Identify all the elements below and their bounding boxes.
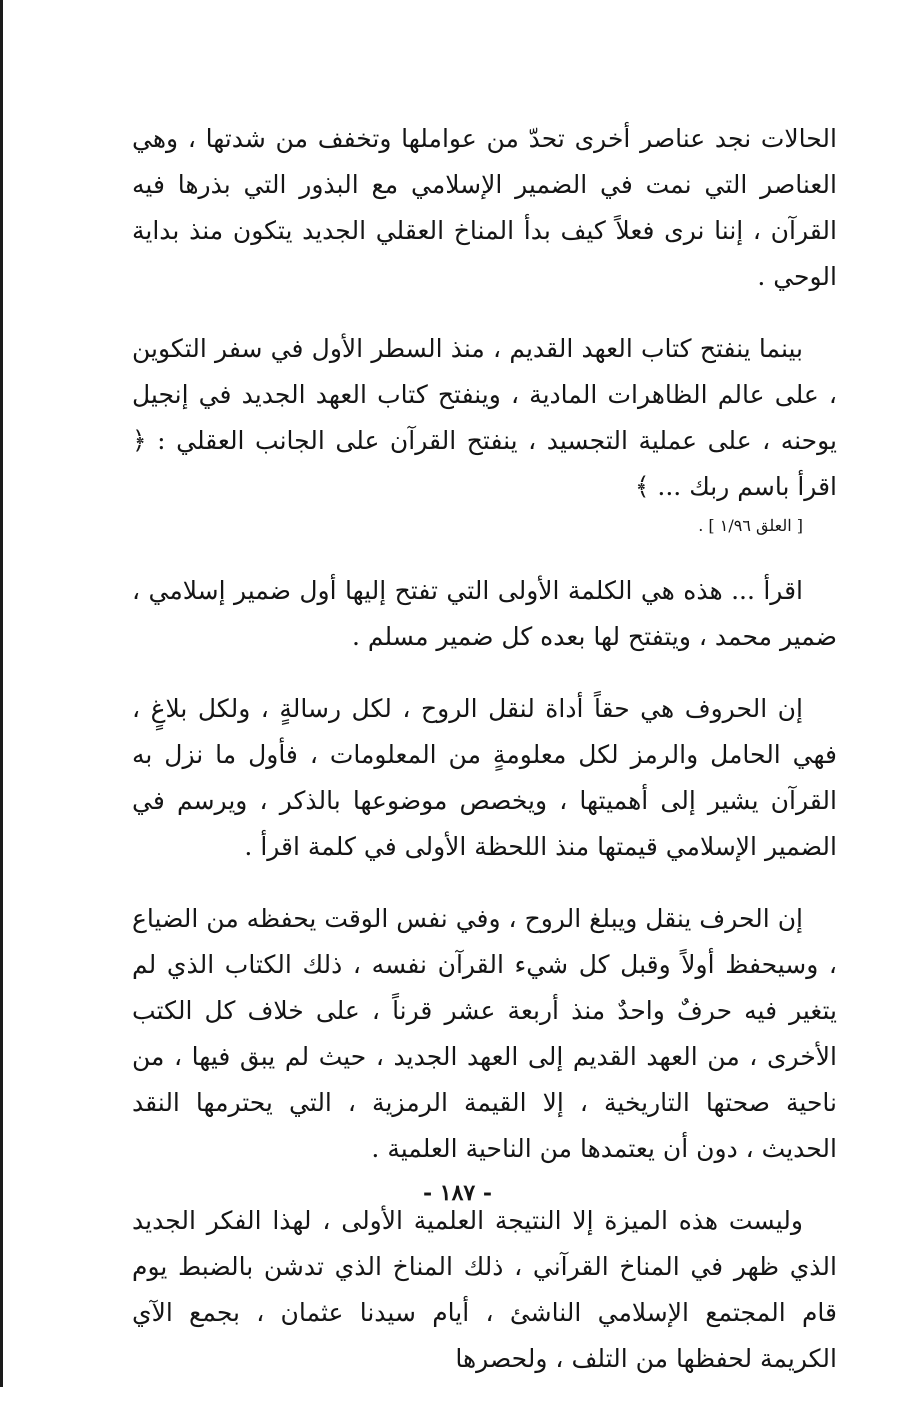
paragraph-6-text: وليست هذه الميزة إلا النتيجة العلمية الأولى ، لهذا الفكر الجديد الذي ظهر في المناخ القرآني ، ذلك المناخ الذي تدشن بالضبط يوم قام المجتمع الإسلامي الناشئ ، أيام سيدنا عثمان ، بجمع الآي الكريمة لحفظها من التلف ، ولحصرها <box>132 1206 837 1373</box>
quran-reference: [ العلق ١/٩٦ ] . <box>698 516 803 535</box>
paragraph-1-text: الحالات نجد عناصر أخرى تحدّ من عواملها وتخفف من شدتها ، وهي العناصر التي نمت في الضمير الإسلامي مع البذور التي بذرها فيه القرآن ، إننا نرى فعلاً كيف بدأ المناخ العقلي الجديد يتكون منذ بداية الوحي . <box>132 124 837 291</box>
paragraph-4-text: إن الحروف هي حقاً أداة لنقل الروح ، لكل رسالةٍ ، ولكل بلاغٍ ، فهي الحامل والرمز لكل معلومةٍ من المعلومات ، فأول ما نزل به القرآن يشير إلى أهميتها ، ويخصص موضوعها بالذكر ، ويرسم في الضمير الإسلامي قيمتها منذ اللحظة الأولى في كلمة اقرأ . <box>132 694 837 861</box>
body-text <box>132 116 837 1408</box>
paragraph-2 <box>132 326 837 542</box>
page-edge-shadow <box>0 0 3 1387</box>
paragraph-5 <box>132 896 837 1172</box>
paragraph-4 <box>132 686 837 870</box>
paragraph-6 <box>132 1198 837 1382</box>
page-number: - ١٨٧ - <box>422 1180 493 1206</box>
paragraph-1 <box>132 116 837 300</box>
paragraph-3-text: اقرأ ... هذه هي الكلمة الأولى التي تفتح إليها أول ضمير إسلامي ، ضمير محمد ، ويتفتح لها بعده كل ضمير مسلم . <box>132 576 837 651</box>
paragraph-3 <box>132 568 837 660</box>
paragraph-2-text: بينما ينفتح كتاب العهد القديم ، منذ السطر الأول في سفر التكوين ، على عالم الظاهرات المادية ، وينفتح كتاب العهد الجديد في إنجيل يوحنه ، على عملية التجسيد ، ينفتح القرآن على الجانب العقلي : ﴿ اقرأ باسم ربك ... ﴾ <box>132 334 837 501</box>
paragraph-5-text: إن الحرف ينقل ويبلغ الروح ، وفي نفس الوقت يحفظه من الضياع ، وسيحفظ أولاً وقبل كل شيء القرآن نفسه ، ذلك الكتاب الذي لم يتغير فيه حرفٌ واحدٌ منذ أربعة عشر قرناً ، على خلاف كل الكتب الأخرى ، من العهد القديم إلى العهد الجديد ، حيث لم يبق فيها ، من ناحية صحتها التاريخية ، إلا القيمة الرمزية ، التي يحترمها النقد الحديث ، دون أن يعتمدها من الناحية العلمية . <box>132 904 837 1163</box>
